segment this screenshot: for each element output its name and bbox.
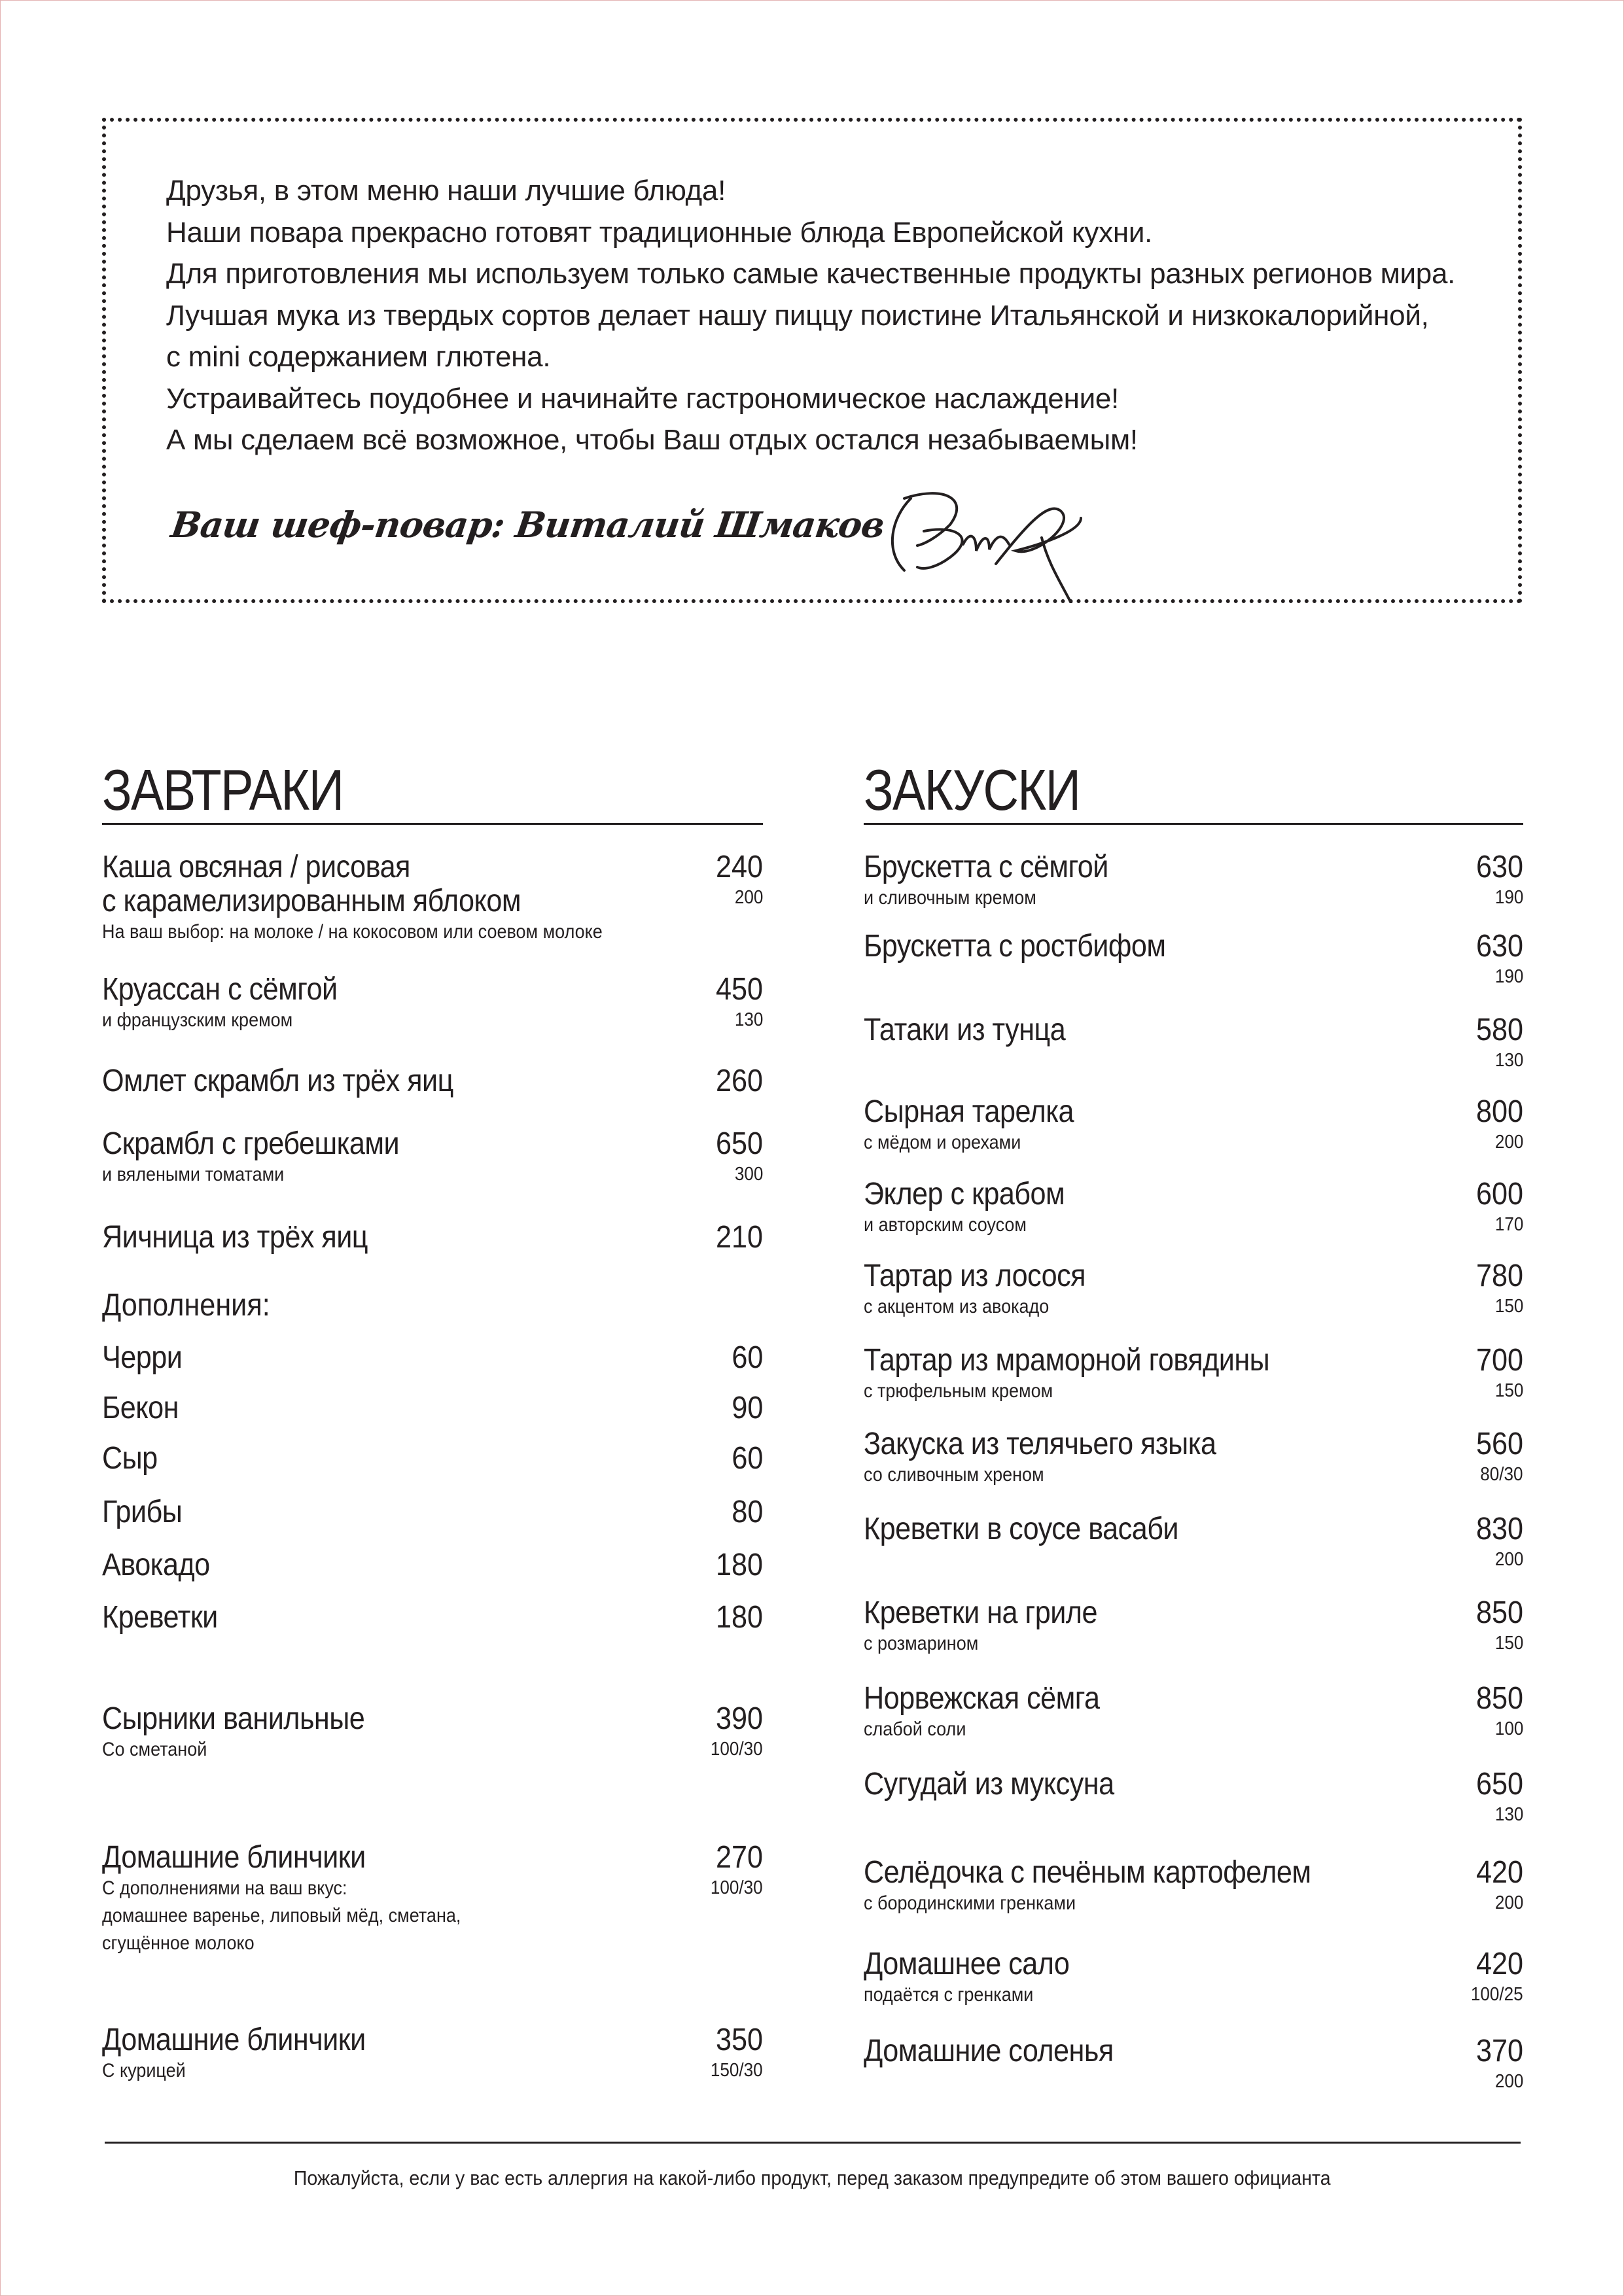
item-weight: 100/30 (711, 1877, 763, 1898)
menu-item (102, 1064, 763, 1098)
addon-item (102, 1442, 763, 1476)
item-description: с акцентом из авокадо (864, 1296, 1050, 1317)
item-weight: 170 (1494, 1214, 1523, 1235)
intro-line: Устраивайтесь поудобнее и начинайте гастрономическое наслаждение! (166, 382, 1119, 415)
intro-line: Для приготовления мы используем только самые качественные продукты разных регионов мира. (166, 258, 1456, 290)
item-price: 560 (1475, 1427, 1523, 1461)
item-price: 650 (715, 1126, 763, 1161)
item-price: 80 (731, 1495, 763, 1529)
item-description: с мёдом и орехами (864, 1132, 1021, 1153)
item-weight: 150/30 (711, 2060, 763, 2081)
item-description: подаётся с гренками (864, 1984, 1034, 2006)
item-name: Яичница из трёх яиц (102, 1220, 368, 1255)
item-weight: 80/30 (1480, 1464, 1523, 1485)
item-name: Брускетта с сёмгой (864, 850, 1108, 884)
item-name: Брускетта с ростбифом (864, 929, 1166, 964)
item-name: Тартар из лосося (864, 1259, 1086, 1293)
section-divider (864, 823, 1523, 825)
item-description: с бородинскими гренками (864, 1892, 1076, 1914)
item-description-line2: домашнее варенье, липовый мёд, сметана, (102, 1905, 461, 1926)
section-divider (102, 823, 763, 825)
menu-item (864, 1013, 1523, 1071)
item-description: со сливочным хреном (864, 1464, 1044, 1486)
intro-text (166, 170, 1455, 461)
section-title: ЗАВТРАКИ (102, 757, 344, 822)
item-weight: 190 (1494, 887, 1523, 908)
item-price: 450 (715, 972, 763, 1007)
item-name: Домашние соленья (864, 2034, 1114, 2068)
item-weight: 200 (734, 887, 763, 908)
item-name: Сырная тарелка (864, 1094, 1074, 1129)
menu-item (864, 1767, 1523, 1825)
item-weight: 200 (1494, 1892, 1523, 1913)
intro-line: Наши повара прекрасно готовят традиционные блюда Европейской кухни. (166, 216, 1153, 249)
item-name: Креветки (102, 1600, 218, 1635)
item-description: слабой соли (864, 1718, 966, 1740)
menu-item (864, 1682, 1523, 1743)
item-description: и вялеными томатами (102, 1164, 285, 1185)
item-name: Селёдочка с печёным картофелем (864, 1855, 1311, 1890)
menu-item (102, 1841, 763, 1957)
item-description: С дополнениями на ваш вкус: (102, 1877, 347, 1899)
item-description: Со сметаной (102, 1739, 207, 1760)
item-name: Скрамбл с гребешками (102, 1126, 400, 1161)
item-description: с розмарином (864, 1633, 979, 1654)
item-name: Грибы (102, 1495, 183, 1529)
menu-item (102, 1221, 763, 1255)
item-price: 780 (1475, 1259, 1523, 1293)
menu-item (864, 929, 1523, 987)
item-name: Сугудай из муксуна (864, 1767, 1114, 1801)
menu-item (102, 1702, 763, 1764)
item-price: 60 (731, 1340, 763, 1375)
item-description: и сливочным кремом (864, 887, 1036, 909)
signature-text: Ваш шеф-повар: Виталий Шмаков (168, 504, 887, 546)
item-name: Закуска из телячьего языка (864, 1427, 1216, 1461)
menu-item (864, 1427, 1523, 1489)
item-price: 630 (1475, 850, 1523, 884)
item-price: 90 (731, 1391, 763, 1425)
item-name: Домашние блинчики (102, 2023, 366, 2057)
addon-item (102, 1601, 763, 1635)
item-name: Черри (102, 1340, 183, 1375)
item-name: Тартар из мраморной говядины (864, 1343, 1270, 1378)
handwritten-signature (885, 472, 1094, 603)
item-weight: 100/25 (1471, 1984, 1523, 2005)
menu-item (864, 1177, 1523, 1239)
item-weight: 130 (1494, 1804, 1523, 1825)
item-weight: 100 (1494, 1718, 1523, 1739)
item-name: Креветки на гриле (864, 1595, 1097, 1630)
item-weight: 150 (1494, 1633, 1523, 1654)
addon-item (102, 1391, 763, 1425)
item-description: и авторским соусом (864, 1214, 1027, 1236)
item-name: Домашнее сало (864, 1947, 1070, 1981)
breakfast-section (102, 757, 763, 2081)
item-price: 420 (1475, 1947, 1523, 1981)
menu-item (102, 973, 763, 1034)
item-name: Татаки из тунца (864, 1013, 1066, 1047)
menu-item (102, 2023, 763, 2085)
snacks-section (864, 757, 1523, 2092)
item-name: Бекон (102, 1391, 179, 1425)
item-price: 850 (1475, 1681, 1523, 1716)
item-price: 370 (1475, 2034, 1523, 2068)
menu-item (864, 2034, 1523, 2092)
menu-item (102, 850, 763, 946)
item-price: 650 (1475, 1767, 1523, 1801)
item-price: 60 (731, 1441, 763, 1476)
item-price: 700 (1475, 1343, 1523, 1378)
item-price: 600 (1475, 1177, 1523, 1211)
item-name: Омлет скрамбл из трёх яиц (102, 1064, 453, 1098)
item-name: Креветки в соусе васаби (864, 1512, 1178, 1546)
menu-item (864, 1856, 1523, 1917)
item-name: Сырники ванильные (102, 1701, 365, 1736)
menu-item (864, 1596, 1523, 1658)
item-price: 180 (715, 1548, 763, 1582)
menu-item (864, 850, 1523, 912)
item-price: 830 (1475, 1512, 1523, 1546)
item-description-line3: сгущённое молоко (102, 1932, 255, 1954)
intro-line: Друзья, в этом меню наши лучшие блюда! (166, 175, 726, 207)
menu-item (864, 1259, 1523, 1321)
intro-box (102, 118, 1522, 603)
menu-item (864, 1512, 1523, 1570)
item-name: Авокадо (102, 1548, 210, 1582)
item-name: Норвежская сёмга (864, 1681, 1100, 1716)
item-price: 350 (715, 2023, 763, 2057)
item-weight: 100/30 (711, 1739, 763, 1760)
item-name: Сыр (102, 1441, 158, 1476)
item-weight: 130 (734, 1009, 763, 1030)
addons-heading: Дополнения: (102, 1288, 270, 1323)
footer-divider (105, 2142, 1521, 2144)
item-description: с трюфельным кремом (864, 1380, 1053, 1402)
item-price: 630 (1475, 929, 1523, 964)
allergy-note (0, 2165, 1624, 2191)
intro-line: А мы сделаем всё возможное, чтобы Ваш отдых остался незабываемым! (166, 424, 1138, 456)
item-name: Каша овсяная / рисовая (102, 850, 410, 884)
item-weight: 150 (1494, 1296, 1523, 1317)
addon-item (102, 1341, 763, 1375)
item-name: Домашние блинчики (102, 1840, 366, 1875)
item-name-line2: с карамелизированным яблоком (102, 884, 521, 918)
addon-item (102, 1495, 763, 1529)
item-name: Круассан с сёмгой (102, 972, 338, 1007)
item-price: 240 (715, 850, 763, 884)
section-title: ЗАКУСКИ (864, 757, 1080, 822)
intro-line: Лучшая мука из твердых сортов делает нашу пиццу поистине Итальянской и низкокалорийной, (166, 299, 1429, 332)
item-price: 850 (1475, 1595, 1523, 1630)
item-price: 210 (715, 1220, 763, 1255)
item-weight: 200 (1494, 1549, 1523, 1570)
item-name: Эклер с крабом (864, 1177, 1065, 1211)
intro-line: с mini содержанием глютена. (166, 341, 551, 373)
addon-item (102, 1548, 763, 1582)
item-description: На ваш выбор: на молоке / на кокосовом или соевом молоке (102, 921, 603, 943)
item-price: 390 (715, 1701, 763, 1736)
item-price: 270 (715, 1840, 763, 1875)
item-price: 420 (1475, 1855, 1523, 1890)
item-price: 260 (715, 1064, 763, 1098)
menu-item (102, 1127, 763, 1189)
item-weight: 200 (1494, 2071, 1523, 2092)
item-weight: 200 (1494, 1132, 1523, 1153)
item-description: С курицей (102, 2060, 186, 2081)
menu-item (864, 1095, 1523, 1157)
item-price: 180 (715, 1600, 763, 1635)
item-price: 800 (1475, 1094, 1523, 1129)
item-weight: 190 (1494, 966, 1523, 987)
item-description: и французским кремом (102, 1009, 293, 1031)
menu-item (864, 1947, 1523, 2009)
allergy-note-text: Пожалуйста, если у вас есть аллергия на какой-либо продукт, перед заказом предупредите об этом вашего официанта (293, 2166, 1331, 2189)
item-weight: 130 (1494, 1050, 1523, 1071)
item-price: 580 (1475, 1013, 1523, 1047)
menu-item (864, 1344, 1523, 1405)
item-weight: 300 (734, 1164, 763, 1185)
item-weight: 150 (1494, 1380, 1523, 1401)
